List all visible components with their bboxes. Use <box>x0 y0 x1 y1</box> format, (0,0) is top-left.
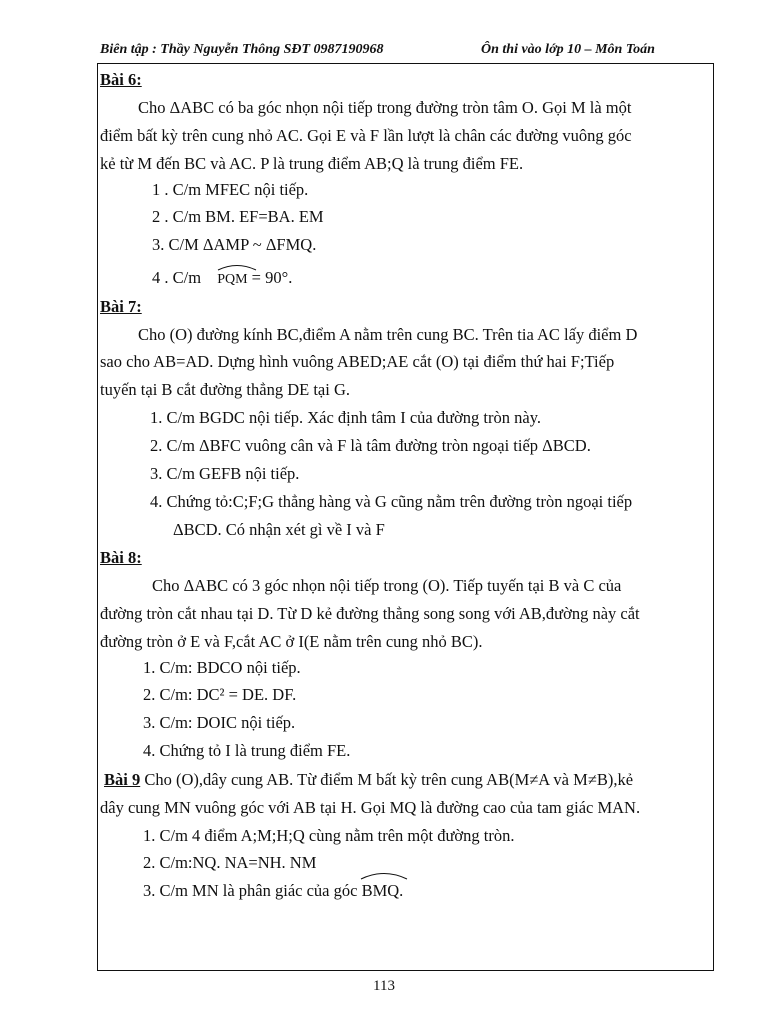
bai7-paragraph-line1: Cho (O) đường kính BC,điểm A nằm trên cung BC. Trên tia AC lấy điểm D <box>138 325 638 344</box>
bai9-item-3-suffix: . <box>399 881 404 900</box>
bai8-item-3: 3. C/m: DOIC nội tiếp. <box>143 713 296 732</box>
bai7-item-1: 1. C/m BGDC nội tiếp. Xác định tâm I của đường tròn này. <box>150 408 541 427</box>
bai8-title: Bài 8: <box>100 548 142 567</box>
header-subject: Ôn thi vào lớp 10 – Môn Toán <box>481 42 655 57</box>
angle-pqm <box>217 270 247 290</box>
bai9-item-3 <box>143 881 403 901</box>
bai9-item-2: 2. C/m:NQ. NA=NH. NM <box>143 853 317 872</box>
bai9-paragraph-line1-text: Cho (O),dây cung AB. Từ điểm M bất kỳ trên cung AB(M≠A và M≠B),kẻ <box>140 770 634 789</box>
bai6-paragraph-line1: Cho ΔABC có ba góc nhọn nội tiếp trong đường tròn tâm O. Gọi M là một <box>138 98 632 117</box>
angle-bmq <box>362 881 400 901</box>
bai8-paragraph-line1: Cho ΔABC có 3 góc nhọn nội tiếp trong (O). Tiếp tuyến tại B và C của <box>152 576 622 595</box>
angle-arc-icon <box>360 868 408 880</box>
bai6-item-1: 1 . C/m MFEC nội tiếp. <box>152 180 309 199</box>
bai6-paragraph-line3: kẻ từ M đến BC và AC. P là trung điểm AB;Q là trung điểm FE. <box>100 154 524 173</box>
bai7-paragraph-line2: sao cho AB=AD. Dựng hình vuông ABED;AE cắt (O) tại điểm thứ hai F;Tiếp <box>100 352 615 371</box>
bai8-item-4: 4. Chứng tỏ I là trung điểm FE. <box>143 741 351 760</box>
bai9-title: Bài 9 <box>104 770 141 789</box>
header-author: Biên tập : Thầy Nguyễn Thông SĐT 0987190968 <box>100 42 384 57</box>
angle-arc-icon <box>217 261 257 271</box>
bai8-item-1: 1. C/m: BDCO nội tiếp. <box>143 658 301 677</box>
bai7-item-3: 3. C/m GEFB nội tiếp. <box>150 464 300 483</box>
bai8-paragraph-line3: đường tròn ở E và F,cắt AC ở I(E nằm trên cung nhỏ BC). <box>100 632 483 651</box>
bai7-paragraph-line3: tuyến tại B cắt đường thẳng DE tại G. <box>100 380 350 399</box>
bai8-paragraph-line2: đường tròn cắt nhau tại D. Từ D kẻ đường thẳng song song với AB,đường này cắt <box>100 604 640 623</box>
bai6-item-4 <box>152 268 292 290</box>
bai8-item-2: 2. C/m: DC² = DE. DF. <box>143 685 297 704</box>
bai6-item-4-prefix: 4 . C/m <box>152 268 202 287</box>
angle-bmq-label: BMQ <box>361 881 400 900</box>
bai6-paragraph-line2: điểm bất kỳ trên cung nhỏ AC. Gọi E và F lần lượt là chân các đường vuông góc <box>100 126 632 145</box>
bai9-item-3-prefix: 3. C/m MN là phân giác của góc <box>143 881 362 900</box>
angle-pqm-label: PQM <box>217 272 248 287</box>
page-number: 113 <box>373 978 395 994</box>
bai7-item-4-line1: 4. Chứng tỏ:C;F;G thẳng hàng và G cũng nằm trên đường tròn ngoại tiếp <box>150 492 633 511</box>
bai9-item-1: 1. C/m 4 điểm A;M;H;Q cùng nằm trên một đường tròn. <box>143 826 515 845</box>
bai6-item-2: 2 . C/m BM. EF=BA. EM <box>152 207 324 226</box>
bai7-title: Bài 7: <box>100 297 142 316</box>
bai6-title: Bài 6: <box>100 70 142 89</box>
bai6-item-4-suffix: = 90°. <box>251 268 293 287</box>
bai9-paragraph-line2: dây cung MN vuông góc với AB tại H. Gọi MQ là đường cao của tam giác MAN. <box>100 798 641 817</box>
bai6-item-3: 3. C/M ΔAMP ~ ΔFMQ. <box>152 235 317 254</box>
bai7-item-4-line2: ΔBCD. Có nhận xét gì về I và F <box>173 520 385 539</box>
bai9-paragraph-line1 <box>100 770 633 790</box>
bai7-item-2: 2. C/m ΔBFC vuông cân và F là tâm đường tròn ngoại tiếp ΔBCD. <box>150 436 591 455</box>
